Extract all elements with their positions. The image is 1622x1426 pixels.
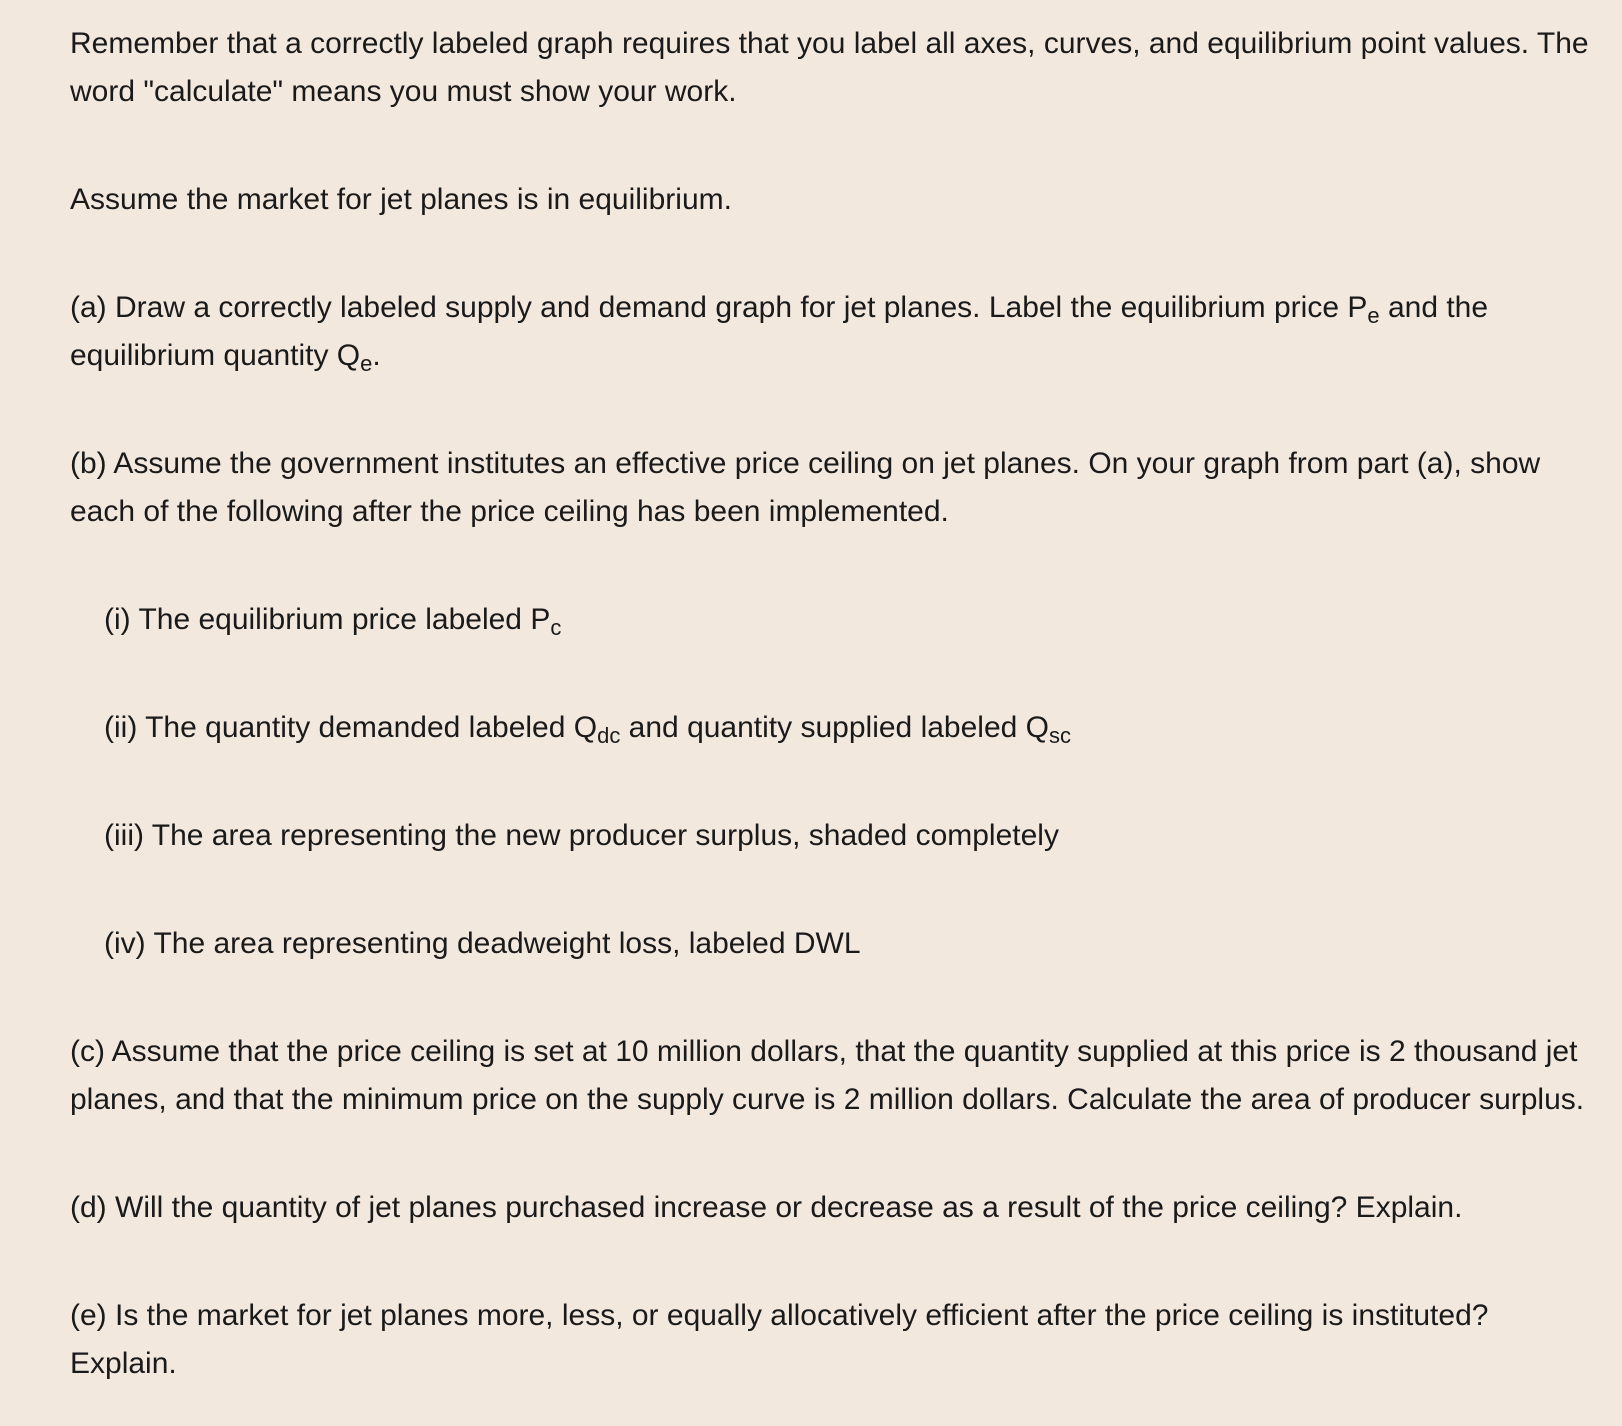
part-b-i-subscript: c xyxy=(550,615,562,640)
part-b-ii-text-2: and quantity supplied labeled Q xyxy=(620,711,1049,744)
setup-paragraph: Assume the market for jet planes is in equilibrium. xyxy=(70,183,732,216)
part-b-ii-subscript-1: dc xyxy=(597,723,621,748)
part-b-ii-subscript-2: sc xyxy=(1049,723,1071,748)
part-a-paragraph xyxy=(70,284,1600,380)
intro-paragraph: Remember that a correctly labeled graph requires that you label all axes, curves, and equilibrium point values. The word "calculate" means you must show your work. xyxy=(70,27,1589,108)
part-a-subscript-1: e xyxy=(1367,303,1380,328)
part-b-ii-text-1: (ii) The quantity demanded labeled Q xyxy=(104,711,598,744)
part-b-iii-item: (iii) The area representing the new producer surplus, shaded completely xyxy=(104,819,1059,852)
part-b-paragraph: (b) Assume the government institutes an effective price ceiling on jet planes. On your graph from part (a), show each of the following after the price ceiling has been implemented. xyxy=(70,447,1541,528)
part-a-text-1: (a) Draw a correctly labeled supply and demand graph for jet planes. Label the equilibrium price P xyxy=(70,291,1368,324)
part-b-i-item xyxy=(70,596,1600,644)
part-c-paragraph: (c) Assume that the price ceiling is set at 10 million dollars, that the quantity supplied at this price is 2 thousand jet planes, and that the minimum price on the supply curve is 2 million dollars. Calculate the area of producer surplus. xyxy=(70,1035,1585,1116)
part-a-text-3: . xyxy=(372,339,381,372)
part-a-subscript-2: e xyxy=(360,351,373,376)
part-b-ii-item xyxy=(70,704,1600,752)
part-e-paragraph: (e) Is the market for jet planes more, less, or equally allocatively efficient after the price ceiling is instituted? Explain. xyxy=(70,1299,1489,1380)
part-d-paragraph: (d) Will the quantity of jet planes purchased increase or decrease as a result of the price ceiling? Explain. xyxy=(70,1191,1463,1224)
part-a-text-2: and the equilibrium quantity Q xyxy=(70,291,1489,372)
part-b-iv-item: (iv) The area representing deadweight loss, labeled DWL xyxy=(104,927,861,960)
part-b-i-text: (i) The equilibrium price labeled P xyxy=(104,603,551,636)
